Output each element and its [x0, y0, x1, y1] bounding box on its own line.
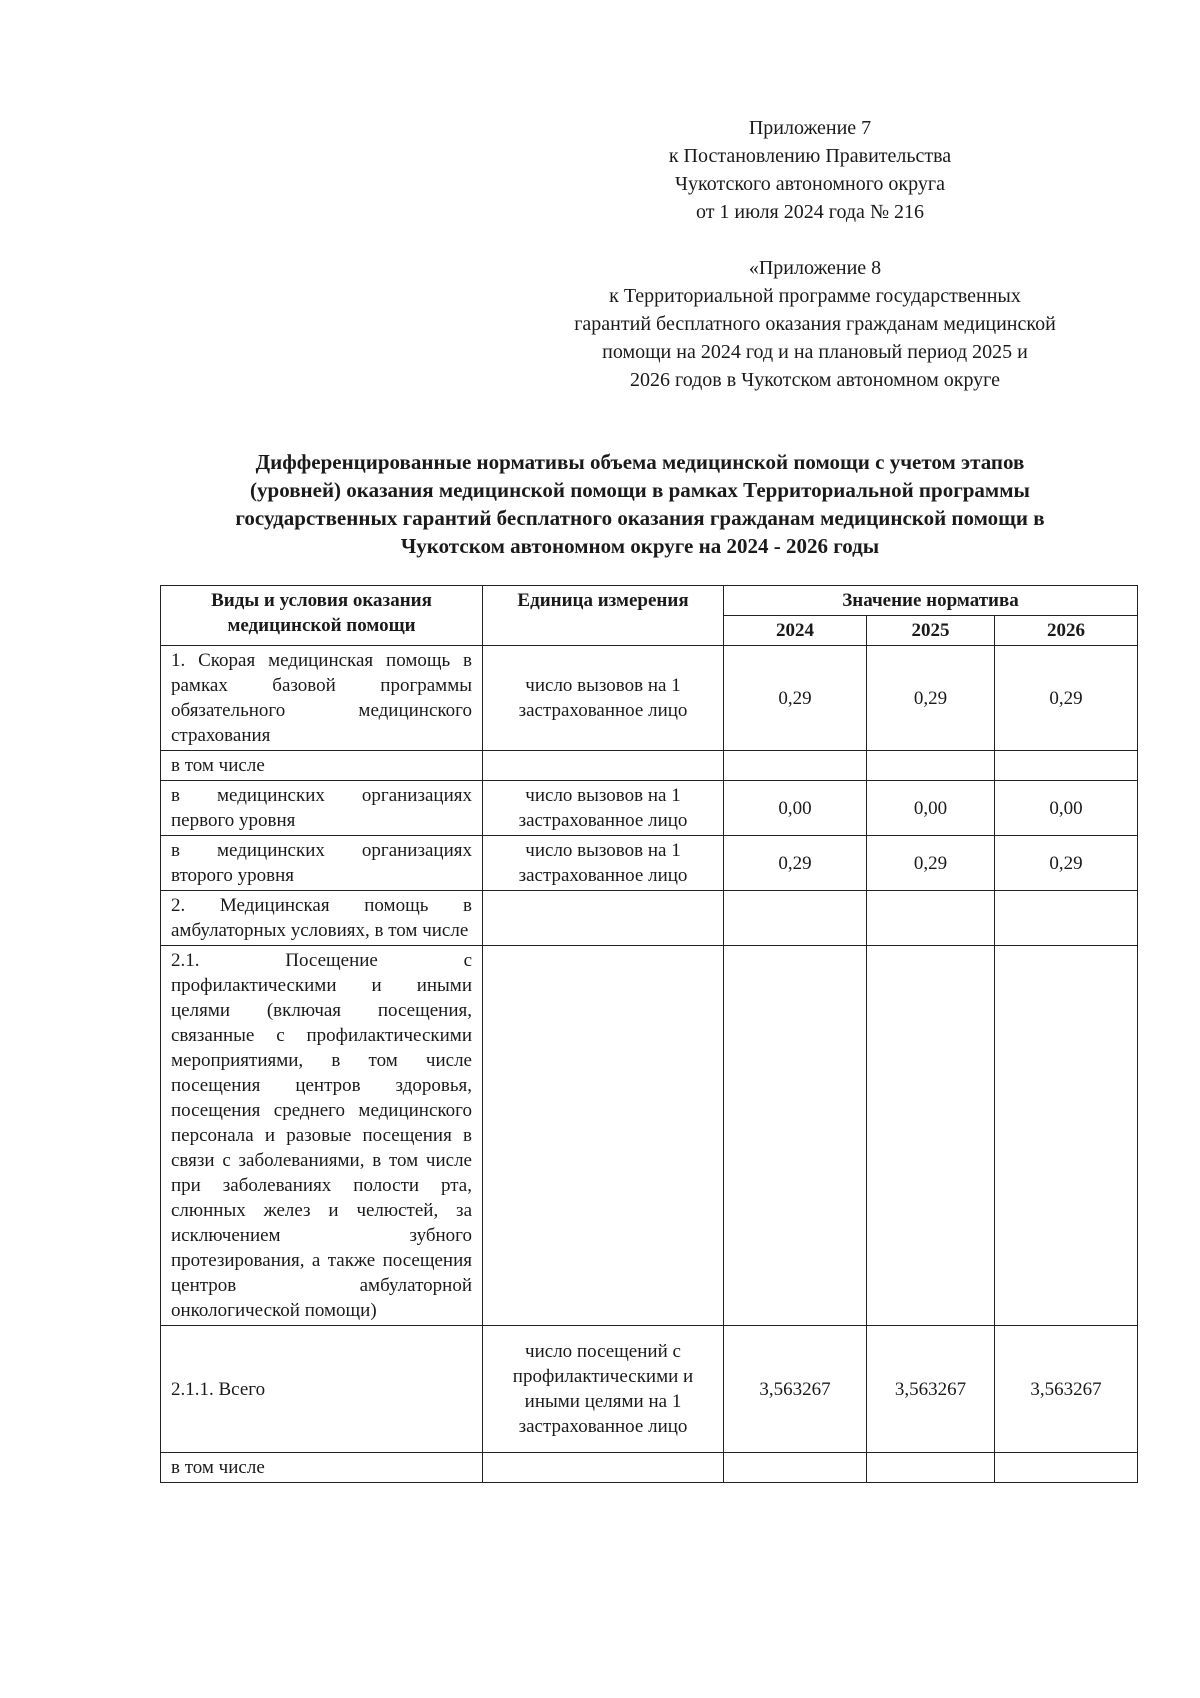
table-row [161, 751, 1138, 781]
row-description: в медицинских организациях второго уровня [161, 836, 483, 891]
appendix-7-line: Приложение 7 [748, 117, 872, 139]
header-row [161, 586, 1138, 616]
header-year-2024: 2024 [724, 616, 867, 646]
row-value-2026: 0,29 [995, 646, 1138, 751]
row-value-2024 [724, 946, 867, 1326]
row-value-2025 [867, 751, 995, 781]
row-value-2026 [995, 891, 1138, 946]
header-year-2025: 2025 [867, 616, 995, 646]
row-unit [483, 946, 724, 1326]
header-value: Значение норматива [724, 586, 1138, 616]
row-value-2026 [995, 946, 1138, 1326]
row-value-2026: 3,563267 [995, 1326, 1138, 1453]
row-value-2025: 0,29 [867, 646, 995, 751]
title-line: (уровней) оказания медицинской помощи в рамках Территориальной программы [250, 478, 1030, 502]
table-row [161, 781, 1138, 836]
row-value-2024 [724, 891, 867, 946]
table-row [161, 946, 1138, 1326]
row-value-2026 [995, 1453, 1138, 1483]
header-types: Виды и условия оказания медицинской помощи [161, 586, 483, 646]
row-value-2026 [995, 751, 1138, 781]
row-value-2025: 0,00 [867, 781, 995, 836]
appendix-7-line: к Постановлению Правительства [668, 145, 952, 167]
table-row [161, 1453, 1138, 1483]
norms-table [160, 585, 1138, 1483]
table-row [161, 891, 1138, 946]
row-value-2024: 0,29 [724, 836, 867, 891]
row-value-2025 [867, 946, 995, 1326]
appendix-7-heading [620, 114, 1000, 226]
table-row [161, 1326, 1138, 1453]
appendix-7-line: Чукотского автономного округа [675, 173, 945, 195]
row-description: 2. Медицинская помощь в амбулаторных условиях, в том числе [161, 891, 483, 946]
row-unit [483, 1453, 724, 1483]
row-value-2026: 0,29 [995, 836, 1138, 891]
row-value-2026: 0,00 [995, 781, 1138, 836]
row-description: в том числе [161, 1453, 483, 1483]
appendix-8-line: гарантий бесплатного оказания гражданам медицинской [574, 313, 1056, 335]
appendix-8-line: 2026 годов в Чукотском автономном округе [630, 369, 1000, 391]
appendix-8-line: к Территориальной программе государственных [609, 285, 1021, 307]
row-unit: число посещений с профилактическими и иными целями на 1 застрахованное лицо [483, 1326, 724, 1453]
row-description: в медицинских организациях первого уровня [161, 781, 483, 836]
row-value-2025 [867, 891, 995, 946]
row-unit [483, 891, 724, 946]
row-unit [483, 751, 724, 781]
row-unit: число вызовов на 1 застрахованное лицо [483, 646, 724, 751]
title-line: государственных гарантий бесплатного оказания гражданам медицинской помощи в [235, 506, 1045, 530]
row-value-2024 [724, 1453, 867, 1483]
table-row [161, 646, 1138, 751]
row-unit: число вызовов на 1 застрахованное лицо [483, 781, 724, 836]
row-value-2024: 0,29 [724, 646, 867, 751]
title-line: Дифференцированные нормативы объема медицинской помощи с учетом этапов [255, 450, 1025, 474]
title-line: Чукотском автономном округе на 2024 - 2026 годы [400, 534, 880, 558]
appendix-7-line: от 1 июля 2024 года № 216 [695, 201, 925, 223]
row-description: в том числе [161, 751, 483, 781]
appendix-8-line: помощи на 2024 год и на плановый период 2025 и [602, 341, 1028, 363]
row-description: 2.1. Посещение с профилактическими и иными целями (включая посещения, связанные с профилактическими мероприятиями, в том числе посещения центров здоровья, посещения среднего медицинского персонала и разовые посещения в связи с заболеваниями, в том числе при заболеваниях полости рта, слюнных желез и челюстей, за исключением зубного протезирования, а также посещения центров амбулаторной онкологической помощи) [161, 946, 483, 1326]
row-description: 1. Скорая медицинская помощь в рамках базовой программы обязательного медицинского страхования [161, 646, 483, 751]
header-year-2026: 2026 [995, 616, 1138, 646]
row-value-2024: 3,563267 [724, 1326, 867, 1453]
row-description: 2.1.1. Всего [161, 1326, 483, 1453]
row-unit: число вызовов на 1 застрахованное лицо [483, 836, 724, 891]
header-unit: Единица измерения [483, 586, 724, 646]
row-value-2024: 0,00 [724, 781, 867, 836]
document-title [160, 448, 1120, 560]
row-value-2024 [724, 751, 867, 781]
table-row [161, 836, 1138, 891]
appendix-8-line: «Приложение 8 [748, 257, 882, 279]
row-value-2025: 3,563267 [867, 1326, 995, 1453]
row-value-2025: 0,29 [867, 836, 995, 891]
appendix-8-heading [520, 254, 1110, 394]
row-value-2025 [867, 1453, 995, 1483]
